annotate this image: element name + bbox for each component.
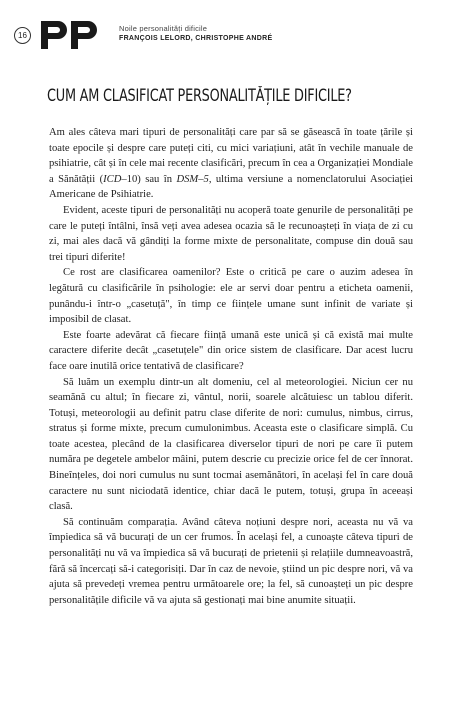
paragraph-4: Este foarte adevărat că fiecare ființă umană este unică și că există mai multe caractere diferite decât „casetuțele" din orice sistem de clasificare. Dar acest lucru face oare inutilă orice tentativă de clasificare? xyxy=(49,329,413,372)
paragraph-5: Să luăm un exemplu dintr-un alt domeniu, cel al meteorologiei. Niciun cer nu seamănă cu altul; în fiecare zi, vântul, norii, soarele alcătuiesc un tablou diferit. Totuși, meteorologii au definit patru clase diferite de nori: cumulus, nimbus, cirrus, stratus și forme mixte, precum cumulonimbus. Aceasta este o clasificare simplă. Cu toate acestea, plecând de la clasificarea diverselor tipuri de nori pe care îi putem număra pe degetele ambelor mâini, putem descrie cu precizie orice fel de cer înnorat. Bineînțeles, doi nori cumulus nu sunt tocmai asemănători, în același fel în care două caractere nu sunt niciodată identice, chiar dacă le putem, totuși, grupa în aceeași clasă. xyxy=(49,376,413,513)
dsm-abbreviation: DSM–5 xyxy=(176,173,209,185)
book-authors: FRANÇOIS LELORD, CHRISTOPHE ANDRÉ xyxy=(119,35,273,42)
page-number: 16 xyxy=(14,27,31,44)
paragraph-1-text-a: Am ales câteva mari tipuri de personalități care par să se găsească în toate țările și toate epocile și despre care puteți citi, cu mici variațiuni, atât în vechile manuale de psihiatrie, cât și în cele mai recente clasificări, precum în cea a Organizației Mondiale a Sănătății ( xyxy=(49,127,413,185)
body-text xyxy=(49,125,413,608)
paragraph-1-text-e: , ultima versiune a nomenclatorului Asociației Americane de Psihiatrie. xyxy=(49,173,413,201)
paragraph-6: Să continuăm comparația. Având câteva noțiuni despre nori, aceasta nu vă va împiedica să vă bucurați de un cer frumos. În același fel, a cunoaște câteva tipuri de personalități nu vă va împiedica să vă bucurați de prietenii și relațiile dumneavoastră, fără să încercați să-i categorisiți. Dar în caz de nevoie, știind un pic despre nori, vă va ajuta să prevedeți vremea pentru următoarele ore; la fel, să cunoașteți un pic despre personalitățile dificile vă va ajuta să gestionați mai bine anumite situații. xyxy=(49,516,413,606)
paragraph-3: Ce rost are clasificarea oamenilor? Este o critică pe care o auzim adesea în legătură cu clasificările în psihologie: ele ar servi doar pentru a eticheta oamenii, punându-i într-o „casetuță", în timp ce ființele umane sunt infinit de variate și imposibil de clasat. xyxy=(49,267,413,326)
paragraph-1 xyxy=(49,125,413,203)
icd-abbreviation: ICD xyxy=(103,173,122,185)
chapter-title: CUM AM CLASIFICAT PERSONALITĂȚILE DIFICILE? xyxy=(47,86,352,105)
book-series-title: Noile personalități dificile xyxy=(119,24,208,33)
publisher-logo xyxy=(41,21,99,49)
paragraph-2: Evident, aceste tipuri de personalități nu acoperă toate genurile de personalități pe care le puteți întâlni, însă veți avea adesea ocazia să le recunoașteți în viața de zi cu zi, mai ales dacă vă gândiți la forme mixte de personalitate, compuse din două sau trei tipuri diferite! xyxy=(49,204,413,263)
running-header xyxy=(10,16,450,52)
paragraph-1-text-c: –10) sau în xyxy=(121,173,177,185)
